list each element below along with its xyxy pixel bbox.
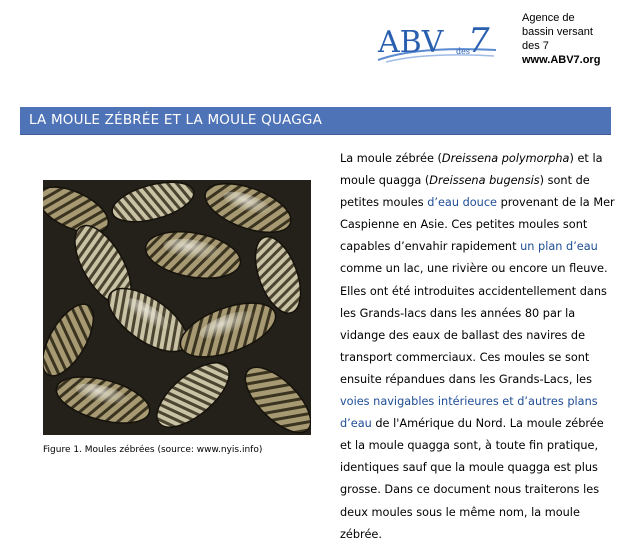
text-line: Caspienne en Asie. Ces petites moules sont	[340, 218, 588, 232]
text-line: ensuite répandues dans les Grands-Lacs, les	[340, 372, 593, 386]
abv7-logo	[376, 16, 500, 64]
glossary-link[interactable]: voies navigables intérieures et d’autres plans	[340, 395, 598, 409]
figure-caption: Figure 1. Moules zébrées (source: www.nyis.info)	[43, 445, 263, 455]
text-line: deux moules sous le même nom, la moule	[340, 505, 580, 519]
text-line: identiques sauf que la moule quagga est plus	[340, 461, 598, 475]
species-name: Dreissena bugensis	[429, 174, 540, 188]
glossary-link[interactable]: d’eau douce	[427, 196, 497, 210]
text-line: d’eau de l'Amérique du Nord. La moule zébrée	[340, 417, 604, 431]
text-line: comme un lac, une rivière ou encore un fleuve.	[340, 262, 608, 276]
logo-text: ABV	[378, 25, 444, 60]
agency-line-1: Agence de	[522, 12, 575, 24]
agency-info	[522, 11, 632, 67]
body-paragraph	[340, 148, 615, 546]
text-line: capables d’envahir rapidement un plan d’eau	[340, 240, 598, 254]
text-line: les Grands-lacs dans les années 80 par la	[340, 306, 576, 320]
agency-line-3: des 7	[522, 40, 549, 52]
glossary-link[interactable]: un plan d’eau	[520, 240, 598, 254]
text-line: et la moule quagga sont, à toute fin pratique,	[340, 439, 599, 453]
zebra-mussels-photo	[43, 180, 311, 435]
text-line: Elles ont été introduites accidentellement dans	[340, 284, 607, 298]
text-line: petites moules d’eau douce provenant de la Mer	[340, 196, 615, 210]
section-title-band	[20, 107, 611, 135]
glossary-link[interactable]: d’eau	[340, 417, 372, 431]
species-name: Dreissena polymorpha	[441, 152, 570, 165]
zebra-mussels-image	[43, 180, 311, 435]
text-line: zébrée.	[340, 527, 382, 541]
text-line: grosse. Dans ce document nous traiterons les	[340, 483, 600, 497]
logo-sub: des	[456, 47, 470, 56]
text-line: vidange des eaux de ballast des navires de	[340, 328, 586, 342]
abv7-logo-graphic	[376, 16, 500, 64]
agency-line-2: bassin versant	[522, 26, 593, 38]
text-line: La moule zébrée (Dreissena polymorpha) et la	[340, 152, 603, 165]
logo-number: 7	[468, 21, 490, 61]
text-line: moule quagga (Dreissena bugensis) sont de	[340, 174, 590, 188]
text-line: transport commerciaux. Ces moules se sont	[340, 350, 590, 364]
section-title: LA MOULE ZÉBRÉE ET LA MOULE QUAGGA	[29, 112, 323, 128]
agency-url[interactable]: www.ABV7.org	[522, 54, 601, 66]
